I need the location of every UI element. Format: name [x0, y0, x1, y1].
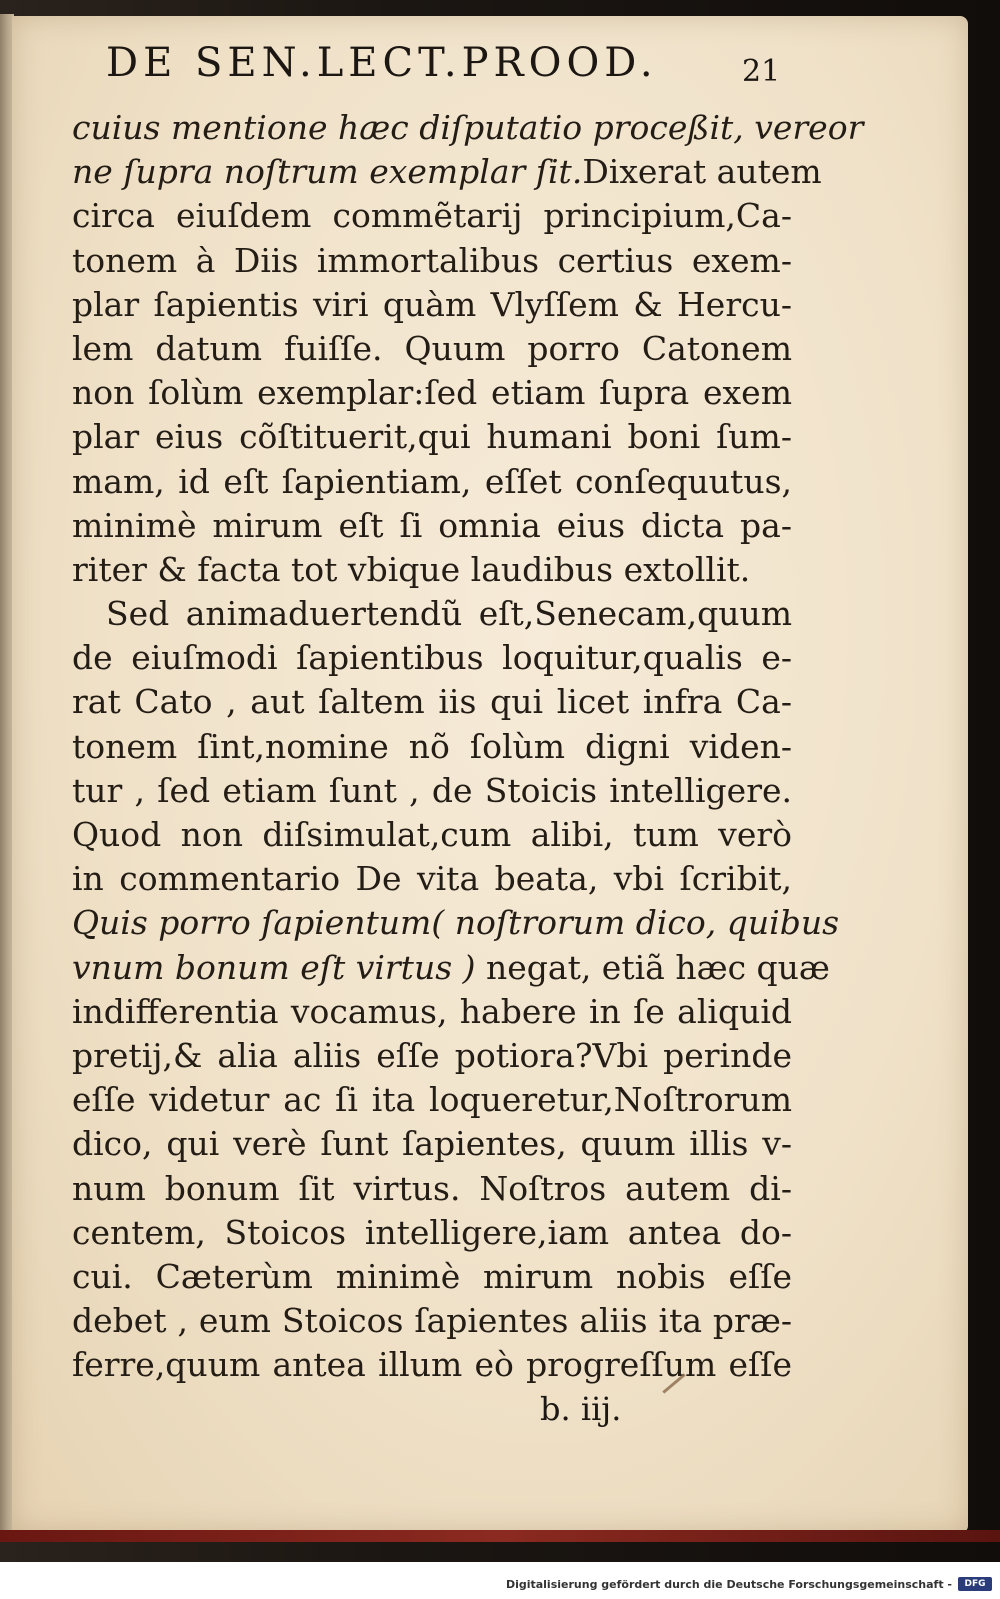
text-segment: indifferentia vocamus, habere in ſe aliquid: [72, 991, 792, 1031]
text-line: [72, 194, 792, 238]
text-line: [72, 504, 792, 548]
text-segment: plar eius cõſtituerit,qui humani boni ſum-: [72, 417, 792, 457]
text-line: [72, 636, 792, 680]
text-segment: minimè mirum eſt ſi omnia eius dicta pa-: [72, 505, 792, 545]
text-segment: circa eiuſdem commẽtarij principium,Ca-: [72, 196, 792, 236]
text-line: [72, 327, 792, 371]
text-line: [72, 1078, 792, 1122]
red-edge-strip: [0, 1530, 1000, 1542]
text-segment: debet , eum Stoicos ſapientes aliis ita præ-: [72, 1301, 792, 1341]
text-segment: tur , ſed etiam ſunt , de Stoicis intelligere.: [72, 770, 792, 810]
text-line: [72, 592, 792, 636]
text-line: [72, 1122, 792, 1166]
text-segment: ferre,quum antea illum eò progreſſum eſſe: [72, 1345, 792, 1385]
signature-mark: b. iij.: [540, 1390, 622, 1428]
text-segment: Dixerat autem: [582, 152, 822, 192]
text-segment: riter & facta tot vbique laudibus extollit.: [72, 549, 751, 589]
text-segment: non ſolùm exemplar:ſed etiam ſupra exem: [72, 373, 792, 413]
text-segment: plar ſapientis viri quàm Vlyſſem & Hercu-: [72, 284, 792, 324]
text-line: [72, 371, 792, 415]
text-line: [72, 415, 792, 459]
text-segment: Quod non diſsimulat,cum alibi, tum verò: [72, 815, 792, 854]
italic-text-segment: Quis porro ſapientum( noſtrorum dico, quibus: [72, 903, 840, 943]
dfg-logo: DFG: [958, 1577, 992, 1591]
text-line: [72, 1167, 792, 1211]
text-segment: num bonum ſit virtus. Noſtros autem di-: [72, 1168, 792, 1208]
text-segment: rat Cato , aut ſaltem iis qui licet infra Ca-: [72, 682, 792, 722]
text-line: [72, 680, 792, 724]
text-line: [72, 1343, 792, 1387]
text-line: [72, 239, 792, 283]
digitization-credit: Digitalisierung gefördert durch die Deutsche Forschungsgemeinschaft -: [505, 1578, 952, 1591]
italic-text-segment: vnum bonum eſt virtus ): [72, 947, 486, 987]
text-segment: dico, qui verè ſunt ſapientes, quum illis v-: [72, 1124, 792, 1164]
text-segment: cui. Cæterùm minimè mirum nobis eſſe: [72, 1256, 792, 1296]
text-line: [72, 990, 792, 1034]
body-text: [72, 106, 864, 1387]
text-line: [72, 548, 792, 592]
page-number: 21: [742, 54, 781, 89]
text-segment: tonem ſint,nomine nõ ſolùm digni viden-: [72, 726, 792, 766]
text-line: [72, 813, 792, 857]
text-line: [72, 150, 822, 194]
text-line: [72, 901, 840, 945]
text-segment: de eiuſmodi ſapientibus loquitur,qualis e-: [72, 638, 792, 678]
running-head: DE SEN.LECT.PROOD.: [106, 40, 658, 86]
italic-text-segment: cuius mentione hæc diſputatio proceßit, vereor: [72, 108, 864, 147]
text-line: [72, 725, 792, 769]
text-segment: centem, Stoicos intelligere,iam antea do-: [72, 1212, 792, 1252]
text-segment: in commentario De vita beata, vbi ſcribit,: [72, 859, 792, 899]
text-segment: Sed animaduertendũ eſt,Senecam,quum: [106, 594, 792, 634]
italic-text-segment: ne ſupra noſtrum exemplar ſit.: [72, 152, 583, 192]
text-line: [72, 1211, 792, 1255]
text-segment: negat, etiã hæc quæ: [485, 947, 830, 987]
text-line: [72, 946, 830, 990]
text-segment: mam, id eſt ſapientiam, eſſet conſequutus,: [72, 461, 792, 501]
text-line: [72, 106, 864, 150]
text-line: [72, 283, 792, 327]
text-line: [72, 769, 792, 813]
text-segment: lem datum fuiſſe. Quum porro Catonem: [72, 328, 792, 368]
text-segment: pretij,& alia aliis eſſe potiora?Vbi perinde: [72, 1035, 792, 1075]
text-segment: tonem à Diis immortalibus certius exem-: [72, 240, 792, 280]
text-line: [72, 857, 792, 901]
text-line: [72, 1299, 792, 1343]
text-line: [72, 1255, 792, 1299]
text-line: [72, 460, 792, 504]
text-line: [72, 1034, 792, 1078]
text-segment: eſſe videtur ac ſi ita loqueretur,Noſtrorum: [72, 1080, 792, 1120]
